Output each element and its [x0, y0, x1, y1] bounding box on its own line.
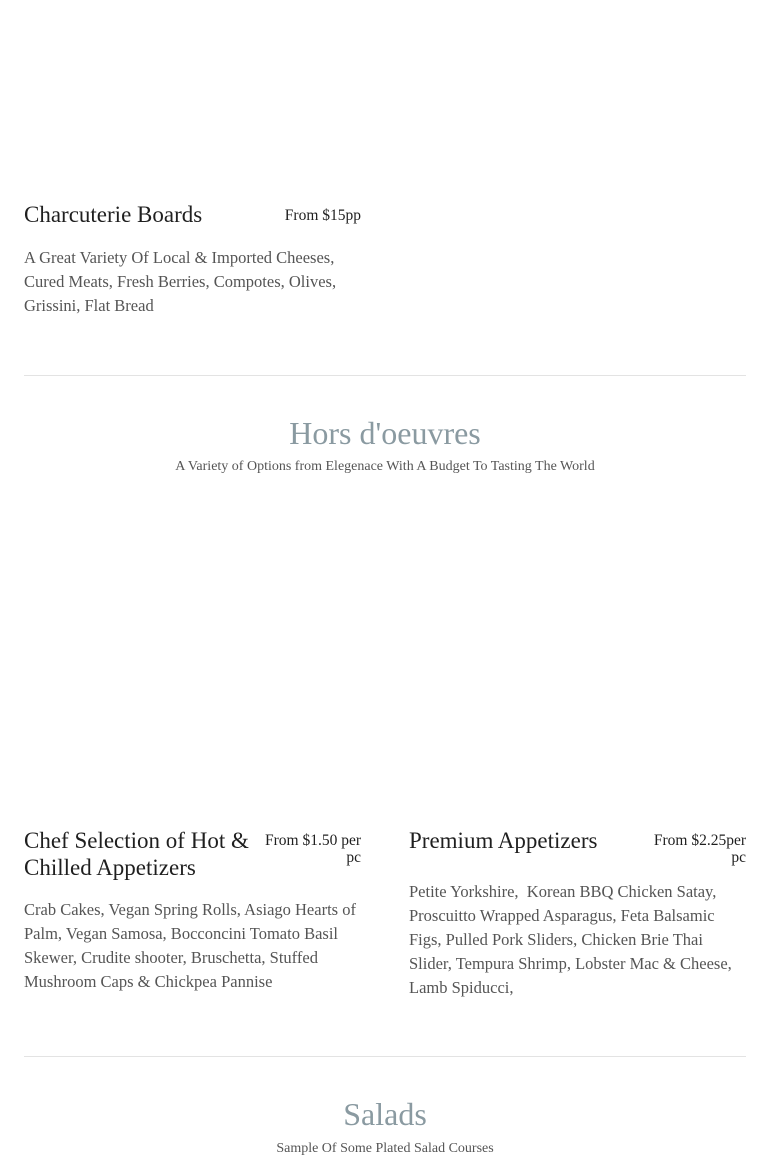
section-subtitle: A Variety of Options from Elegenace With A Budget To Tasting The World: [175, 459, 595, 474]
menu-item-header: [409, 827, 746, 866]
menu-item-charcuterie: [24, 201, 361, 318]
menu-item-price: From $2.25per pc: [653, 832, 746, 866]
section-divider: [24, 375, 746, 376]
section-header-salads: [0, 1096, 770, 1158]
menu-item-title: Chef Selection of Hot & Chilled Appetizers: [24, 828, 249, 880]
menu-item-header: [24, 827, 361, 881]
menu-item-price: From $15pp: [284, 207, 361, 224]
menu-item-premium-appetizers: [409, 827, 746, 1000]
menu-item-header: [24, 201, 361, 231]
menu-item-description: Petite Yorkshire, Korean BBQ Chicken Satay, Proscuitto Wrapped Asparagus, Feta Balsamic Figs, Pulled Pork Sliders, Chicken Brie Thai Slider, Tempura Shrimp, Lobster Mac & Cheese, Lamb Spiducci,: [409, 882, 736, 997]
section-divider: [24, 1056, 746, 1057]
section-title: Hors d'oeuvres: [289, 415, 481, 451]
menu-item-description: Crab Cakes, Vegan Spring Rolls, Asiago Hearts of Palm, Vegan Samosa, Bocconcini Tomato Basil Skewer, Crudite shooter, Bruschetta, Stuffed Mushroom Caps & Chickpea Pannise: [24, 900, 356, 991]
section-header-hors-doeuvres: [0, 415, 770, 476]
section-title: Salads: [343, 1096, 427, 1132]
menu-item-chef-selection: [24, 827, 361, 994]
menu-item-title: Charcuterie Boards: [24, 202, 203, 227]
menu-item-description: A Great Variety Of Local & Imported Cheeses, Cured Meats, Fresh Berries, Compotes, Olives, Grissini, Flat Bread: [24, 248, 337, 315]
section-subtitle: Sample Of Some Plated Salad Courses: [276, 1141, 494, 1156]
menu-item-price: From $1.50 per pc: [264, 832, 361, 866]
menu-item-title: Premium Appetizers: [409, 828, 598, 853]
